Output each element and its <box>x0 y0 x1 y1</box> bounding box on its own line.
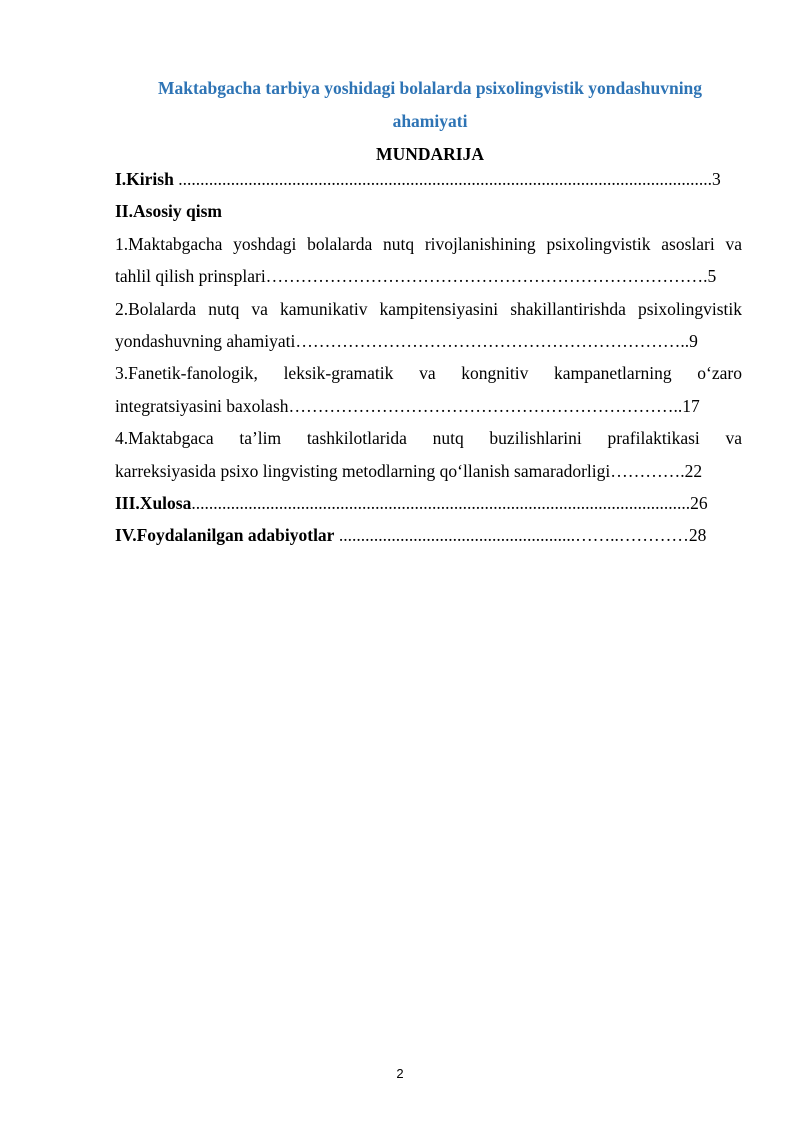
toc-entry-label: IV.Foydalanilgan adabiyotlar <box>115 525 335 546</box>
title-line-1: Maktabgacha tarbiya yoshidagi bolalarda psixolingvistik yondashuvning <box>157 78 703 98</box>
toc-entry-kirish <box>115 163 742 195</box>
toc-leader-dots: .................................................................................................................. <box>191 492 691 513</box>
toc-leader-dots: .......................................................................................................................... <box>173 169 712 189</box>
toc-section-asosiy: II.Asosiy qism <box>115 201 222 222</box>
toc-entry-1-line-2: tahlil qilish prinsplari………………………………………………………………….5 <box>115 266 717 287</box>
toc-entry-xulosa <box>115 487 742 519</box>
toc-entry-2-line-2: yondashuvning ahamiyati…………………………………………………………..9 <box>115 330 698 351</box>
toc-entry-4-line-2: karreksiyasida psixo lingvisting metodlarning qo‘llanish samaradorligi………….22 <box>115 460 703 481</box>
toc-page-number: 28 <box>688 525 707 546</box>
toc-leader-dots: ......................................................……..………… <box>334 525 689 546</box>
table-of-contents <box>115 163 742 552</box>
title-line-2: ahamiyati <box>392 111 468 131</box>
toc-page-number: 26 <box>690 492 708 513</box>
page-number: 2 <box>396 1066 404 1081</box>
toc-entry-adabiyot <box>115 519 742 551</box>
toc-entry-4-line-1: 4.Maktabgaca ta’lim tashkilotlarida nutq buzilishlarini prafilaktikasi va <box>115 428 742 449</box>
toc-entry-3-line-2: integratsiyasini baxolash…………………………………………………………..17 <box>115 395 700 416</box>
document-title <box>110 72 750 138</box>
toc-entry-label: I.Kirish <box>115 169 174 189</box>
toc-page-number: 3 <box>711 169 721 189</box>
toc-heading: MUNDARIJA <box>376 144 484 164</box>
toc-entry-1-line-1: 1.Maktabgacha yoshdagi bolalarda nutq rivojlanishining psixolingvistik asoslari va <box>115 233 742 254</box>
toc-entry-3-line-1: 3.Fanetik-fanologik, leksik-gramatik va kongnitiv kampanetlarning o‘zaro <box>115 363 742 384</box>
toc-entry-2-line-1: 2.Bolalarda nutq va kamunikativ kampitensiyasini shakillantirishda psixolingvistik <box>115 298 742 319</box>
toc-entry-label: III.Xulosa <box>115 492 192 513</box>
